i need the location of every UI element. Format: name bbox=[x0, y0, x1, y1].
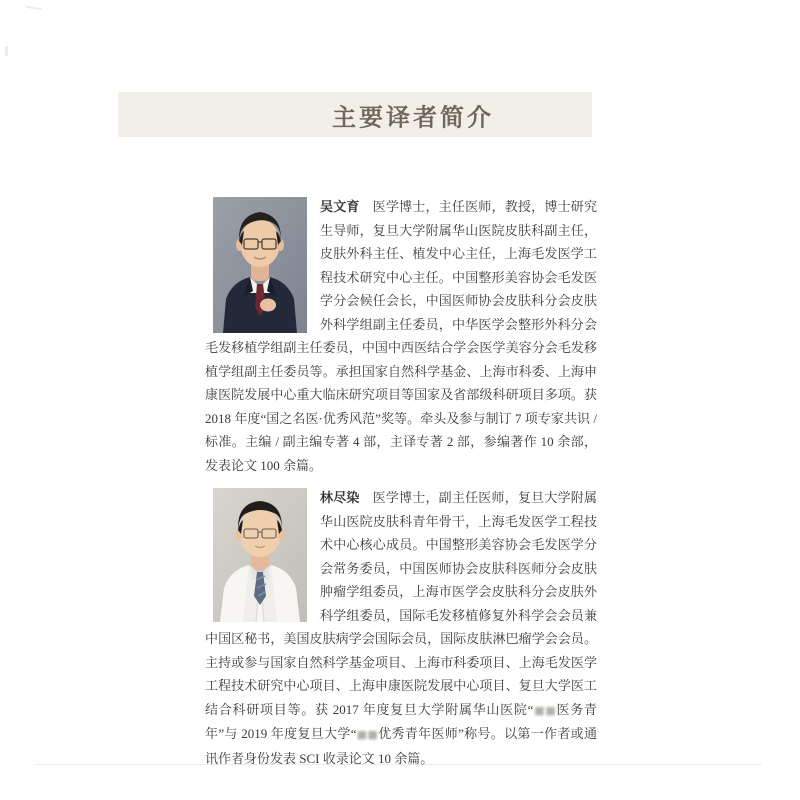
translator-name: 林尽染 bbox=[320, 490, 360, 505]
page-title: 主要译者简介 bbox=[332, 105, 494, 131]
portrait-illustration-suit bbox=[213, 197, 307, 333]
page-edge-artifact bbox=[5, 46, 8, 56]
redacted-text-block: ■■ bbox=[356, 728, 379, 741]
bio-body: 医学博士，主任医师，教授，博士研究生导师，复旦大学附属华山医院皮肤科副主任，皮肤外科主任、植发中心主任，上海毛发医学工程技术研究中心主任。中国整形美容协会毛发医学分会候任会长，中国医师协会皮肤科分会皮肤外科学组副主任委员，中华医学会整形外科分会毛发移植学组副主任委员，中国中西医结合学会医学美容分会毛发移植学组副主任委员等。承担国家自然科学基金、上海市科委、上海申康医院发展中心重大临床研究项目等国家及省部级科研项目多项。获 2018 年度“国之名医·优秀风范”奖等。牵头及参与制订 7 项专家共识 / 标准。主编 / 副主编专著 4 部，主译专著 2 部，参编著作 10 余部，发表论文 100 余篇。 bbox=[205, 199, 597, 473]
translator-bio-lin-jinran bbox=[205, 486, 597, 770]
translator-name: 吴文育 bbox=[320, 199, 360, 214]
translators-list bbox=[205, 195, 597, 770]
page-edge-artifact bbox=[26, 6, 42, 10]
translator-bio-wu-wenyu bbox=[205, 195, 597, 477]
redacted-text-block: ■■ bbox=[533, 703, 557, 717]
bio-body-segment: 医务青年”与 2019 年度复旦大学“ bbox=[205, 701, 597, 741]
bio-body-segment: 优秀青年医师”称号。以第一作者或通讯作者身份发表 SCI 收录论文 10 余篇。 bbox=[205, 726, 597, 766]
portrait-photo-lin-jinran bbox=[213, 488, 307, 622]
section-title-band bbox=[118, 92, 592, 137]
portrait-photo-wu-wenyu bbox=[213, 197, 307, 333]
bio-body-segment: 医学博士，副主任医师，复旦大学附属华山医院皮肤科青年骨干，上海毛发医学工程技术中心核心成员。中国整形美容协会毛发医学分会常务委员，中国医师协会皮肤科医师分会皮肤肿瘤学组委员，上海市医学会皮肤科分会皮肤外科学组委员，国际毛发移植修复外科学会会员兼中国区秘书，美国皮肤病学会国际会员，国际皮肤淋巴瘤学会会员。主持或参与国家自然科学基金项目、上海市科委项目、上海毛发医学工程技术研究中心项目、上海申康医院发展中心项目、复旦大学医工结合科研项目等。获 2017 年度复旦大学附属华山医院“ bbox=[205, 490, 597, 717]
portrait-illustration-white-coat bbox=[213, 488, 307, 622]
